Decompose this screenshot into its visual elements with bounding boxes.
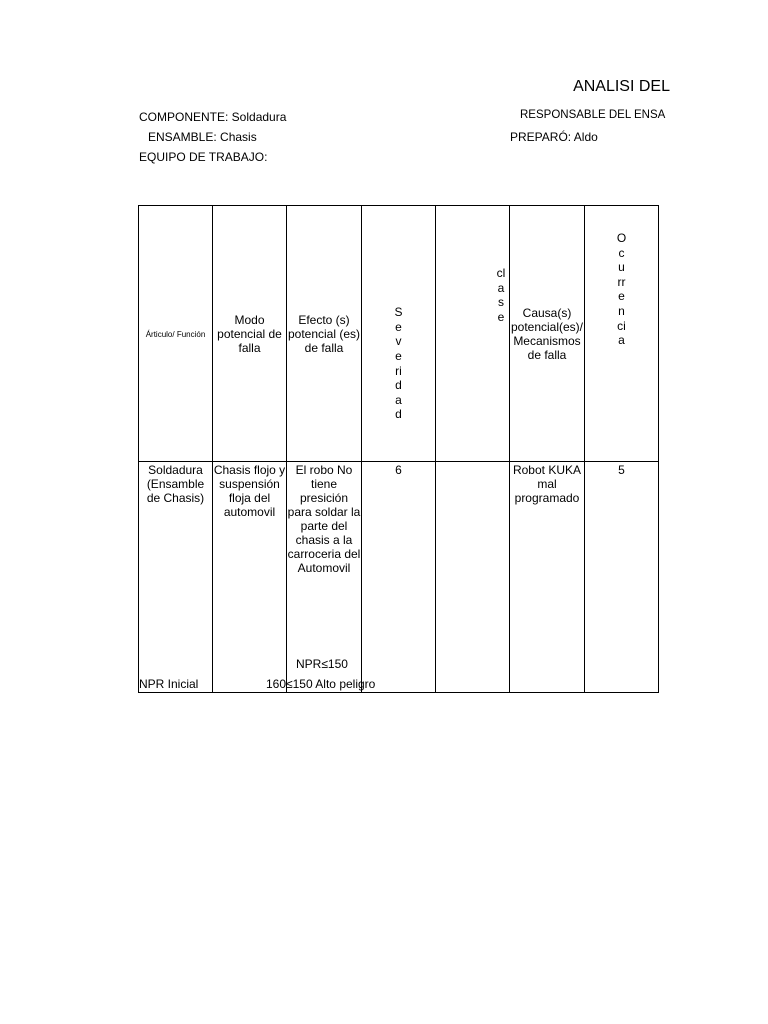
- cell-clase: [436, 462, 510, 693]
- page-title: ANALISI DEL: [573, 78, 670, 95]
- header-clase: clase: [436, 206, 510, 462]
- header-severidad: Severidad: [362, 206, 436, 462]
- cell-causa: Robot KUKA mal programado: [510, 462, 585, 693]
- cell-ocurrencia: 5: [585, 462, 659, 693]
- header-ocurrencia: Ocurrencia: [585, 206, 659, 462]
- header-causa: Causa(s) potencial(es)/ Mecanismos de falla: [510, 206, 585, 462]
- fmea-table: [138, 205, 659, 693]
- table-row: [139, 462, 659, 693]
- responsable-label: RESPONSABLE DEL ENSA: [520, 109, 666, 121]
- npr-limit-text: NPR≤150: [296, 657, 348, 671]
- preparo-label: PREPARÓ: Aldo: [510, 130, 598, 144]
- cell-severidad: 6: [362, 462, 436, 693]
- alto-peligro-text: 160≤150 Alto peligro: [266, 677, 376, 691]
- header-articulo: Árticulo/ Función: [139, 206, 213, 462]
- equipo-trabajo-label: EQUIPO DE TRABAJO:: [139, 150, 268, 164]
- npr-inicial-label: NPR Inicial: [139, 677, 199, 691]
- header-modo: Modo potencial de falla: [213, 206, 287, 462]
- ensamble-label: ENSAMBLE: Chasis: [148, 130, 257, 144]
- componente-label: COMPONENTE: Soldadura: [139, 110, 287, 124]
- cell-articulo: Soldadura (Ensamble de Chasis): [139, 462, 213, 693]
- cell-efecto: El robo No tiene presición para soldar la parte del chasis a la carroceria del Automovil: [287, 462, 362, 693]
- cell-modo: Chasis flojo y suspensión floja del automovil: [213, 462, 287, 693]
- table-header-row: [139, 206, 659, 462]
- header-efecto: Efecto (s) potencial (es) de falla: [287, 206, 362, 462]
